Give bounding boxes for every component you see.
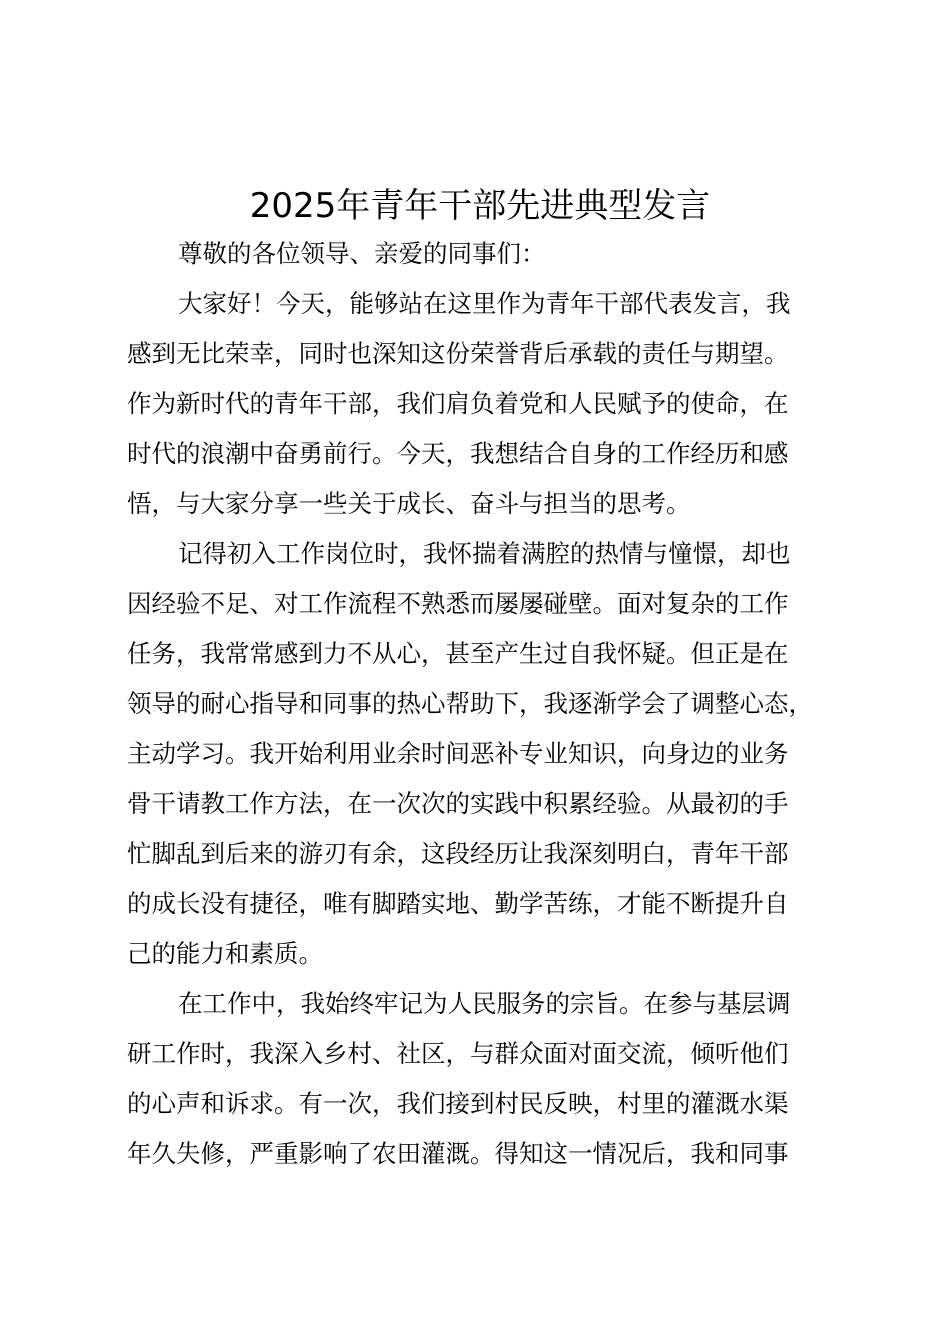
paragraph-line: 因经验不足、对工作流程不熟悉而屡屡碰壁。面对复杂的工作 bbox=[127, 589, 789, 618]
paragraph-line: 骨干请教工作方法，在一次次的实践中积累经验。从最初的手 bbox=[127, 789, 789, 818]
document-title: 2025年青年干部先进典型发言 bbox=[249, 186, 711, 226]
salutation-line: 尊敬的各位领导、亲爱的同事们： bbox=[178, 239, 546, 268]
paragraph-line: 任务，我常常感到力不从心，甚至产生过自我怀疑。但正是在 bbox=[127, 639, 789, 668]
document-body bbox=[127, 229, 857, 1179]
paragraph-line: 大家好！今天，能够站在这里作为青年干部代表发言，我 bbox=[178, 289, 791, 318]
paragraph-line: 记得初入工作岗位时，我怀揣着满腔的热情与憧憬，却也 bbox=[178, 539, 791, 568]
paragraph-line: 的成长没有捷径，唯有脚踏实地、勤学苦练，才能不断提升自 bbox=[127, 889, 789, 918]
paragraph-line: 忙脚乱到后来的游刃有余，这段经历让我深刻明白，青年干部 bbox=[127, 839, 789, 868]
paragraph-line: 感到无比荣幸，同时也深知这份荣誉背后承载的责任与期望。 bbox=[127, 339, 789, 368]
paragraph-line: 时代的浪潮中奋勇前行。今天，我想结合自身的工作经历和感 bbox=[127, 439, 789, 468]
paragraph-line: 作为新时代的青年干部，我们肩负着党和人民赋予的使命，在 bbox=[127, 389, 789, 418]
paragraph-line: 己的能力和素质。 bbox=[127, 939, 323, 968]
paragraph-line: 悟，与大家分享一些关于成长、奋斗与担当的思考。 bbox=[127, 489, 691, 518]
paragraph-line: 在工作中，我始终牢记为人民服务的宗旨。在参与基层调 bbox=[178, 989, 791, 1018]
paragraph-line: 研工作时，我深入乡村、社区，与群众面对面交流，倾听他们 bbox=[127, 1039, 789, 1068]
paragraph-line: 的心声和诉求。有一次，我们接到村民反映，村里的灌溉水渠 bbox=[127, 1089, 789, 1118]
paragraph-line: 年久失修，严重影响了农田灌溉。得知这一情况后，我和同事 bbox=[127, 1139, 789, 1168]
paragraph-line: 领导的耐心指导和同事的热心帮助下，我逐渐学会了调整心态， bbox=[127, 689, 813, 718]
paragraph-line: 主动学习。我开始利用业余时间恶补专业知识，向身边的业务 bbox=[127, 739, 789, 768]
